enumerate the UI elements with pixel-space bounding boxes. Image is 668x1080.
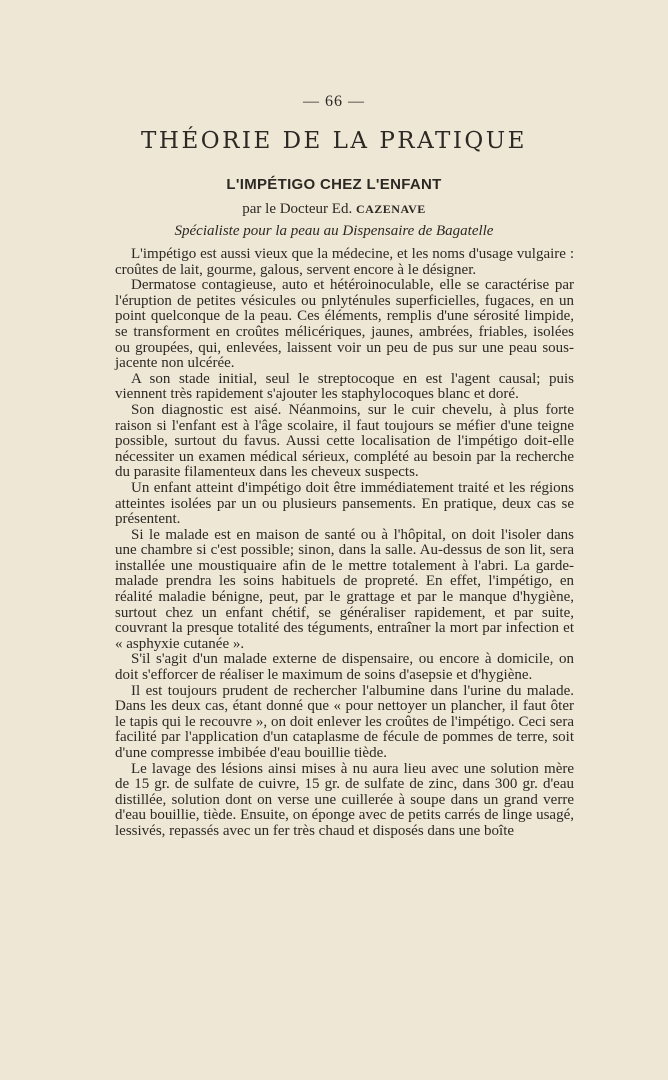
byline-prefix: par le Docteur Ed. xyxy=(242,201,353,217)
paragraph: Si le malade est en maison de santé ou à l'hôpital, on doit l'isoler dans une chambre si c'est possible; sinon, dans la salle. Au-dessus de son lit, sera installée une moustiquaire afin de le mettre totalement à l'abri. La garde-malade prendra les soins habituels de propreté. En effet, l'impétigo, en réalité maladie bénigne, peut, par le grattage et par le manque d'hygiène, surtout chez un enfant chétif, se généraliser rapidement, et par suite, couvrant la presque totalité des téguments, entraîner la mort par infection et « asphyxie cutanée ». xyxy=(115,526,574,652)
article-body xyxy=(115,247,574,840)
paragraph: Son diagnostic est aisé. Néanmoins, sur le cuir chevelu, à plus forte raison si l'enfant est à l'âge scolaire, il faut toujours se méfier d'une teigne possible, surtout du favus. Aussi cette localisation de l'impétigo doit-elle nécessiter un examen médical sérieux, complété au besoin par la recherche du parasite filamenteux dans les cheveux suspects. xyxy=(115,401,574,481)
byline xyxy=(0,201,668,218)
paragraph: A son stade initial, seul le streptocoque en est l'agent causal; puis viennent très rapidement s'ajouter les staphylocoques blanc et doré. xyxy=(115,370,574,403)
author-name: CAZENAVE xyxy=(355,202,426,216)
page-number: — 66 — xyxy=(303,93,365,110)
paragraph: L'impétigo est aussi vieux que la médecine, et les noms d'usage vulgaire : croûtes de lait, gourme, galous, servent encore à le désigner. xyxy=(115,246,574,278)
paragraph: Dermatose contagieuse, auto et hétéroinoculable, elle se caractérise par l'éruption de petites vésicules ou pnlyténules superficielles, fugaces, en un point quelconque de la peau. Ces éléments, remplis d'une sérosité limpide, se transforment en croûtes mélicériques, jaunes, ambrées, friables, isolées ou groupées, qui, enlevées, laissent voir un peu de pus sur une peau sous-jacente non ulcérée. xyxy=(115,277,574,372)
author-affiliation: Spécialiste pour la peau au Dispensaire de Bagatelle xyxy=(174,223,494,239)
paragraph: S'il s'agit d'un malade externe de dispensaire, ou encore à domicile, on doit s'efforcer de réaliser le maximum de soins d'asepsie et d'hygiène. xyxy=(115,651,574,684)
paragraph: Un enfant atteint d'impétigo doit être immédiatement traité et les régions atteintes isolées par un ou plusieurs pansements. En pratique, deux cas se présentent. xyxy=(115,479,574,528)
paragraph: Il est toujours prudent de rechercher l'albumine dans l'urine du malade. Dans les deux cas, étant donné que « pour nettoyer un plancher, il faut ôter le tapis qui le recouvre », on doit enlever les croûtes de l'impétigo. Ceci sera facilité par l'application d'un cataplasme de fécule de pommes de terre, soit d'une compresse imbibée d'eau bouillie tiède. xyxy=(115,682,574,761)
article-title: L'IMPÉTIGO CHEZ L'ENFANT xyxy=(226,176,442,193)
section-title: THÉORIE DE LA PRATIQUE xyxy=(141,128,527,154)
paragraph: Le lavage des lésions ainsi mises à nu aura lieu avec une solution mère de 15 gr. de sulfate de cuivre, 15 gr. de sulfate de zinc, dans 300 gr. d'eau distillée, solution dont on verse une cuillerée à soupe dans un grand verre d'eau bouillie, tiède. Ensuite, on éponge avec de petits carrés de linge usagé, lessivés, repassés avec un fer très chaud et disposés dans une boîte xyxy=(115,760,574,839)
